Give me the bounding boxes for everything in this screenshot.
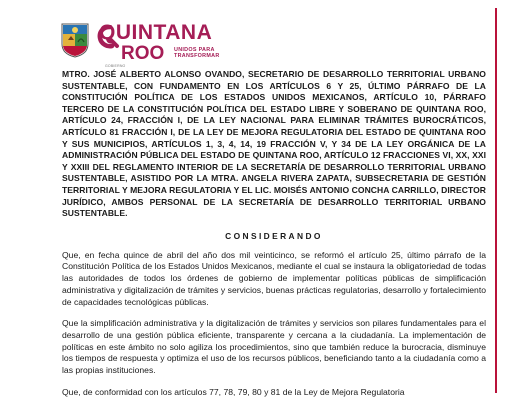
section-title: CONSIDERANDO — [225, 230, 323, 241]
logo-tagline: UNIDOS PARA TRANSFORMAR — [174, 47, 220, 60]
state-crest-icon — [60, 22, 90, 58]
considerando-paragraph-1: Que, en fecha quince de abril del año dos mil veinticinco, se reformó el artículo 25, último párrafo de la Constitución Política de los Estados Unidos Mexicanos, mediante el cual se instaura la obligatoriedad de todas las autoridades de todos los órdenes de gobierno de implementar políticas públicas de simplificación administrativa y digitalización de trámites y servicios, buenas prácticas regulatorias, desarrollo y fortalecimiento de capacidades tecnológicas públicas. — [62, 249, 486, 307]
document-body — [62, 69, 486, 408]
logo-wordmark-bottom: ROO — [121, 43, 165, 64]
intro-paragraph: MTRO. JOSÉ ALBERTO ALONSO OVANDO, SECRETARIO DE DESARROLLO TERRITORIAL URBANO SUSTENTABLE, CON FUNDAMENTO EN LOS ARTÍCULOS 6 Y 25, ÚLTIMO PÁRRAFO DE LA CONSTITUCIÓN POLÍTICA DE LOS ESTADOS UNIDOS MEXICANOS, ARTÍCULO 10, PÁRRAFO TERCERO DE LA CONSTITUCIÓN POLÍTICA DEL ESTADO LIBRE Y SOBERANO DE QUINTANA ROO, ARTÍCULO 24, FRACCIÓN I, DE LA LEY NACIONAL PARA ELIMINAR TRÁMITES BUROCRÁTICOS, ARTÍCULO 81 FRACCIÓN I, DE LA LEY DE MEJORA REGULATORIA DEL ESTADO DE QUINTANA ROO Y SUS MUNICIPIOS, ARTÍCULOS 1, 3, 4, 14, 19 FRACCIÓN V, Y 34 DE LA LEY ORGÁNICA DE LA ADMINISTRACIÓN PÚBLICA DEL ESTADO DE QUINTANA ROO, ARTÍCULO 12 FRACCIONES VI, XX, XXI Y XXIII DEL REGLAMENTO INTERIOR DE LA SECRETARÍA DE DESARROLLO TERRITORIAL URBANO SUSTENTABLE, ASISTIDO POR LA MTRA. ANGELA RIVERA ZAPATA, SUBSECRETARIA DE GESTIÓN TERRITORIAL Y MEJORA REGULATORIA Y EL LIC. MOISÉS ANTONIO CONCHA CARRILLO, DIRECTOR JURÍDICO, AMBOS PERSONAL DE LA SECRETARÍA DE DESARROLLO TERRITORIAL URBANO SUSTENTABLE. — [62, 69, 486, 219]
considerando-paragraph-3: Que, de conformidad con los artículos 77, 78, 79, 80 y 81 de la Ley de Mejora Regulatoria — [62, 386, 405, 397]
margin-rule — [495, 8, 497, 393]
considerando-paragraph-2: Que la simplificación administrativa y la digitalización de trámites y servicios son pilares fundamentales para el desarrollo de una gestión pública eficiente, transparente y cercana a la ciudadanía. La implementación de políticas en este ámbito no solo agiliza los procedimientos, sino que también reduce la burocracia, disminuye los tiempos de respuesta y optimiza el uso de los recursos públicos, beneficiando tanto a la ciudadanía como a las propias instituciones. — [62, 318, 486, 376]
logo-wordmark-top: QUINTANA — [99, 21, 213, 44]
logo-small-text: GOBIERNO — [105, 64, 126, 68]
quintana-roo-logo — [97, 21, 237, 68]
